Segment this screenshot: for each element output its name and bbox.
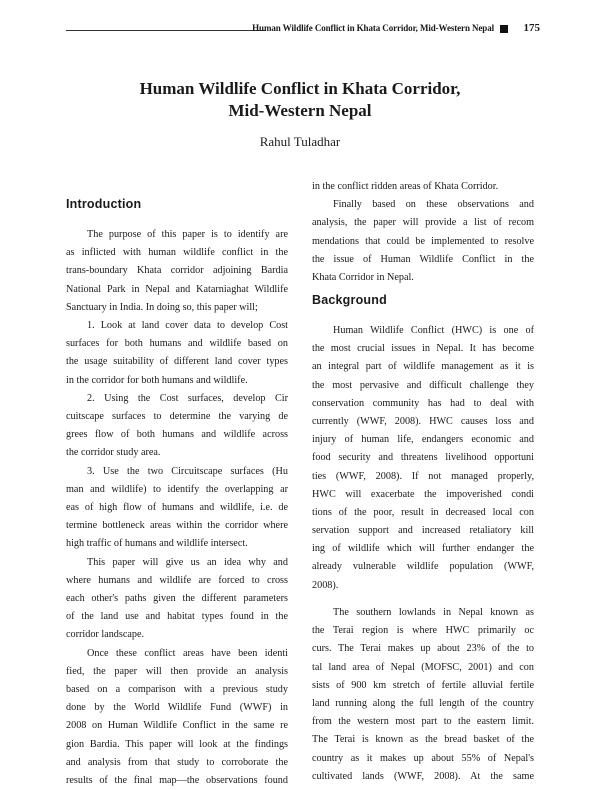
text-line: done by the World Wildlife Fund (WWF) in: [66, 702, 288, 714]
text-line: Finally based on these observations and: [333, 199, 534, 211]
text-line: Once these conflict areas have been identi: [87, 647, 288, 659]
text-line: the most crucial issues in Nepal. It has become: [312, 343, 534, 355]
text-line: from the western most part to the eastern limit.: [312, 716, 534, 728]
paragraph: [66, 645, 288, 790]
text-line: cultivated lands (WWF, 2008). At the same: [312, 770, 534, 782]
article-title-line-1: Human Wildlife Conflict in Khata Corridor,: [139, 79, 461, 98]
text-line: the Terai region is where HWC primarily oc: [312, 625, 534, 637]
running-header-title: Human Wildlife Conflict in Khata Corridor, Mid-Western Nepal: [252, 23, 494, 33]
text-line: grees flow of both humans and wildlife across: [66, 429, 288, 441]
text-line: Sanctuary in India. In doing so, this paper will;: [66, 301, 258, 313]
text-line: an integral part of wildlife management as it is: [312, 361, 534, 373]
text-line: the corridor study area.: [66, 447, 161, 459]
text-line: fied, the paper will then provide an analysis: [66, 665, 288, 677]
paragraph: [312, 322, 534, 595]
text-line: servation support and increased retaliatory kill: [312, 525, 534, 537]
text-line: injury of human life, endangers economic and: [312, 434, 534, 446]
text-line: the usage suitability of different land cover types: [66, 356, 288, 368]
text-line: The purpose of this paper is to identify are: [87, 229, 288, 240]
text-line: 1. Look at land cover data to develop Cost: [87, 320, 288, 331]
text-line: where humans and wildlife are forced to cross: [66, 574, 288, 586]
header-square-icon: [500, 25, 508, 33]
page-number: 175: [523, 22, 540, 34]
section-heading-background: Background: [312, 293, 387, 307]
text-line: surfaces for both humans and wildlife based on: [66, 338, 288, 350]
text-line: land running along the full length of the country: [312, 697, 534, 709]
text-line: of the land use and habitat types found in the: [66, 611, 288, 623]
text-line: in the conflict ridden areas of Khata Corridor.: [312, 181, 499, 192]
text-line: the issue of Human Wildlife Conflict in the: [312, 253, 534, 265]
paragraph: [312, 604, 534, 786]
text-line: as inflicted with human wildlife conflict in the: [66, 247, 288, 259]
text-line: currently (WWF, 2008). HWC causes loss and: [312, 415, 534, 427]
paragraph: [66, 554, 288, 645]
text-line: 3. Use the two Circuitscape surfaces (Hu: [87, 465, 288, 477]
text-line: cuitscape surfaces to determine the varying de: [66, 410, 288, 422]
text-line: the most pervasive and difficult challenge they: [312, 379, 534, 391]
text-line: gion Bardia. This paper will look at the findings: [66, 738, 288, 750]
text-line: high traffic of humans and wildlife intersect.: [66, 538, 248, 550]
text-line: based on a comparison with a previous study: [66, 683, 288, 695]
author: Rahul Tuladhar: [259, 134, 341, 149]
text-line: analysis, the paper will provide a list of recom: [312, 217, 534, 229]
text-line: in the corridor for both humans and wildlife.: [66, 374, 248, 386]
paragraph: [66, 317, 288, 390]
paragraph: [312, 196, 534, 287]
paragraph: [312, 178, 534, 196]
article-title-line-2: Mid-Western Nepal: [228, 101, 372, 120]
text-line: trans-boundary Khata corridor adjoining Bardia: [66, 265, 288, 277]
text-line: each other's paths given the different parameters: [66, 592, 288, 604]
text-line: results of the final map—the observations found: [66, 774, 288, 786]
text-line: The southern lowlands in Nepal known as: [333, 607, 534, 618]
text-line: ties (WWF, 2008). If not managed properly,: [312, 470, 534, 482]
text-line: and analysis from that study to corroborate the: [66, 756, 288, 768]
text-line: tal land area of Nepal (MOFSC, 2001) and con: [312, 661, 534, 673]
article-title: [0, 78, 600, 122]
text-line: termine bottleneck areas within the corridor where: [66, 520, 288, 532]
text-line: eas of high flow of humans and wildlife, i.e. de: [66, 501, 288, 513]
text-line: country as it makes up about 55% of Nepal's: [312, 752, 534, 764]
text-line: sists of 900 km stretch of fertile alluvial fertile: [312, 679, 534, 691]
text-line: 2008).: [312, 579, 339, 591]
text-line: already vulnerable wildlife population (WWF,: [312, 561, 534, 573]
running-header: [66, 22, 540, 38]
text-line: man and wildlife) to identify the overlapping ar: [66, 483, 288, 495]
text-line: Human Wildlife Conflict (HWC) is one of: [333, 325, 534, 336]
text-line: food security and threatens livelihood opportuni: [312, 452, 534, 464]
header-rule: [66, 30, 266, 31]
text-line: 2008 on Human Wildlife Conflict in the same re: [66, 720, 288, 732]
text-line: curs. The Terai makes up about 23% of the to: [312, 643, 534, 655]
text-line: mendations that could be implemented to resolve: [312, 235, 534, 247]
text-line: tions of the poor, result in decreased local con: [312, 506, 534, 518]
text-line: 2. Using the Cost surfaces, develop Cir: [87, 392, 288, 404]
text-line: National Park in Nepal and Katarniaghat Wildlife: [66, 283, 288, 295]
text-line: conservation community has had to deal with: [312, 397, 534, 409]
text-line: ing of wildlife which will further endanger the: [312, 543, 534, 555]
text-line: corridor landscape.: [66, 629, 145, 641]
paragraph: [66, 463, 288, 554]
text-line: Khata Corridor in Nepal.: [312, 271, 414, 283]
section-heading-introduction: Introduction: [66, 197, 142, 211]
paragraph: [66, 390, 288, 463]
paragraph: [66, 226, 288, 317]
text-line: This paper will give us an idea why and: [87, 556, 288, 568]
text-line: HWC will exacerbate the impoverished condi: [312, 488, 534, 500]
text-line: The Terai is known as the bread basket of the: [312, 734, 534, 746]
